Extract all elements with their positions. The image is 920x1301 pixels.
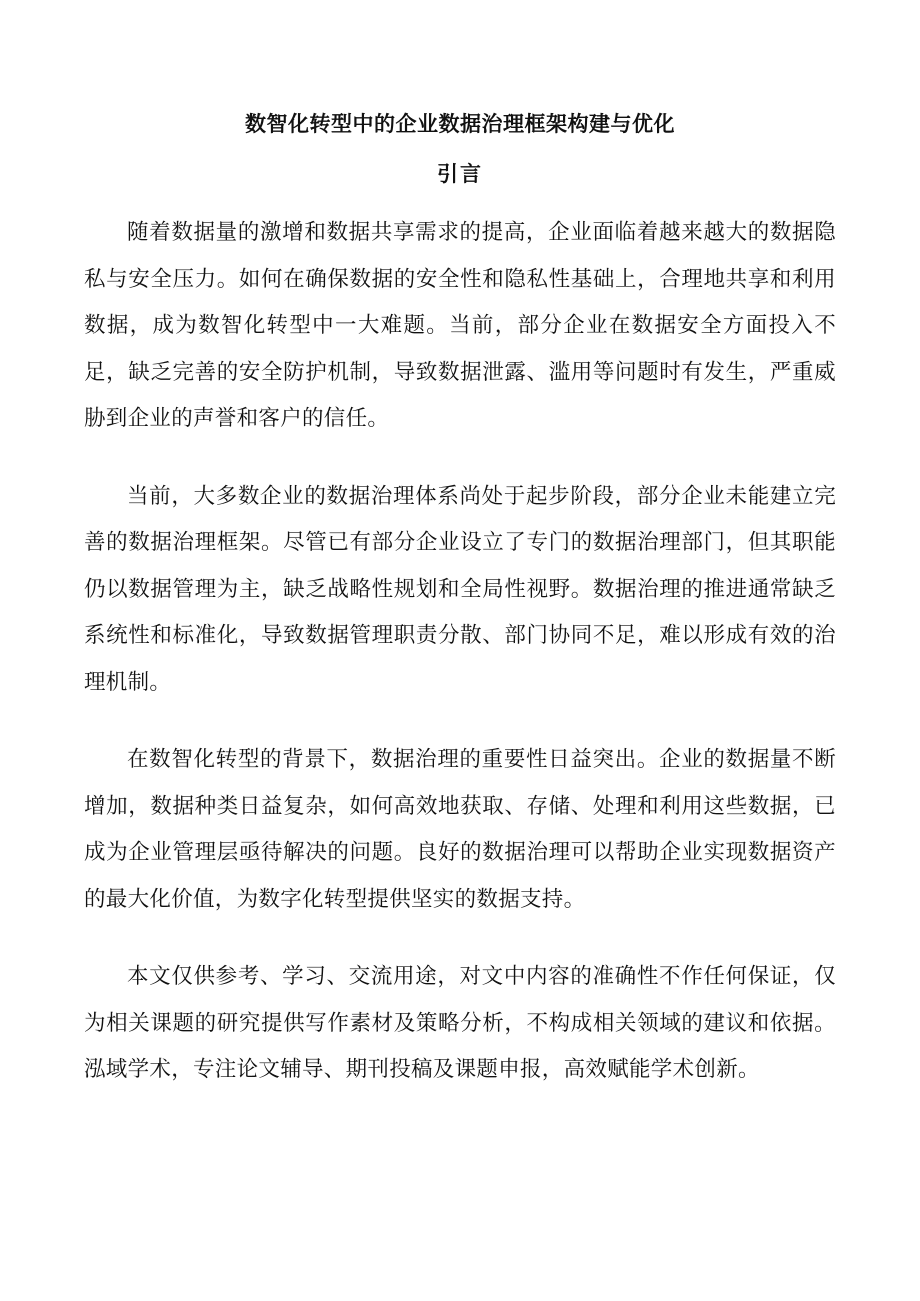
paragraph-2: 当前，大多数企业的数据治理体系尚处于起步阶段，部分企业未能建立完善的数据治理框架。尽管已有部分企业设立了专门的数据治理部门，但其职能仍以数据管理为主，缺乏战略性规划和全局性视野。数据治理的推进通常缺乏系统性和标准化，导致数据管理职责分散、部门协同不足，难以形成有效的治理机制。 <box>84 483 836 695</box>
paragraph-1: 随着数据量的激增和数据共享需求的提高，企业面临着越来越大的数据隐私与安全压力。如何在确保数据的安全性和隐私性基础上，合理地共享和利用数据，成为数智化转型中一大难题。当前，部分企业在数据安全方面投入不足，缺乏完善的安全防护机制，导致数据泄露、滥用等问题时有发生，严重威胁到企业的声誉和客户的信任。 <box>84 220 836 431</box>
section-heading-introduction: 引言 <box>437 162 483 186</box>
document-title: 数智化转型中的企业数据治理框架构建与优化 <box>245 112 675 136</box>
paragraph-4-disclaimer: 本文仅供参考、学习、交流用途，对文中内容的准确性不作任何保证，仅为相关课题的研究提供写作素材及策略分析，不构成相关领域的建议和依据。泓域学术，专注论文辅导、期刊投稿及课题申报，高效赋能学术创新。 <box>84 964 836 1082</box>
paragraph-3: 在数智化转型的背景下，数据治理的重要性日益突出。企业的数据量不断增加，数据种类日益复杂，如何高效地获取、存储、处理和利用这些数据，已成为企业管理层亟待解决的问题。良好的数据治理可以帮助企业实现数据资产的最大化价值，为数字化转型提供坚实的数据支持。 <box>84 747 836 912</box>
body-text <box>84 210 836 1125</box>
